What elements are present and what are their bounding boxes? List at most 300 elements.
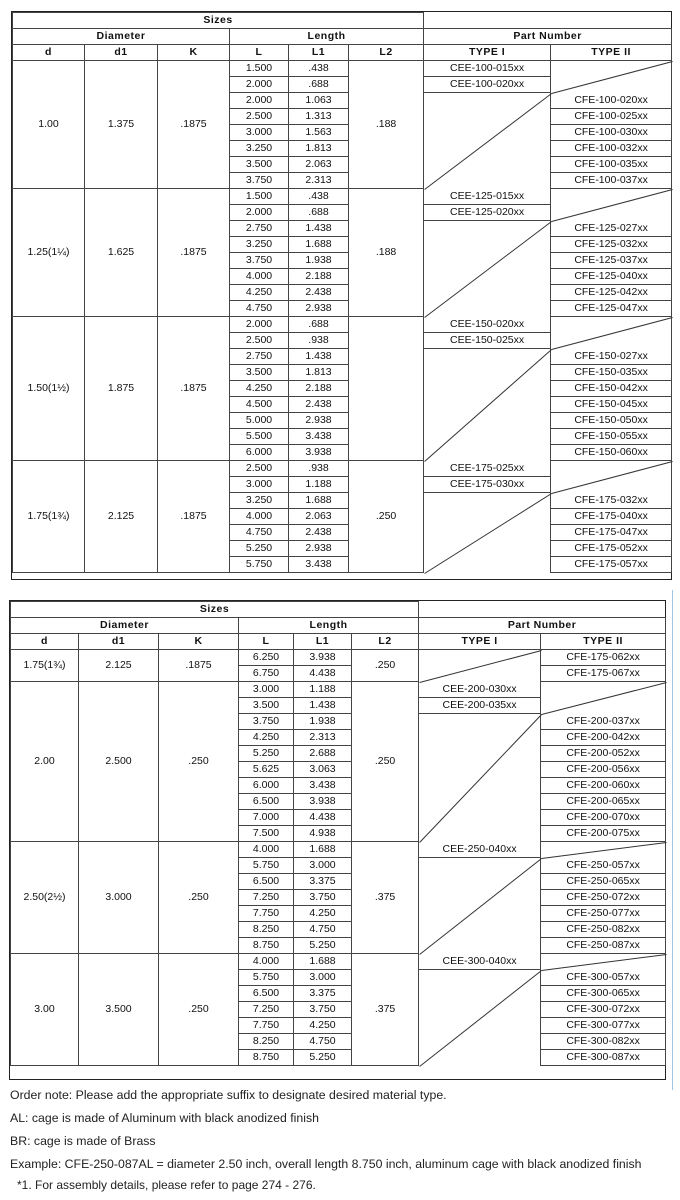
length-l-cell: 3.250 [230,237,289,253]
type2-part-number: CFE-125-037xx [551,253,672,269]
type1-empty [424,93,551,109]
type1-empty [424,365,551,381]
length-l1-cell: 2.688 [294,746,352,762]
type1-empty [424,381,551,397]
type2-part-number: CFE-150-055xx [551,429,672,445]
length-l1-cell: .438 [289,61,349,77]
length-l1-cell: 1.188 [289,477,349,493]
length-l-cell: 6.500 [239,874,294,890]
type1-empty [424,445,551,461]
header-spacer [424,13,672,29]
length-l-cell: 1.500 [230,61,289,77]
table-row [11,842,666,858]
k-cell: .1875 [158,189,230,317]
length-l1-cell: 2.438 [289,397,349,413]
sizes-header: Sizes [11,602,419,618]
col-header-l: L [230,45,289,61]
length-l-cell: 4.000 [239,842,294,858]
table-row [13,61,672,77]
length-l-cell: 2.500 [230,333,289,349]
type1-part-number: CEE-200-030xx [419,682,541,698]
col-header-d: d [13,45,85,61]
length-l-cell: 2.750 [230,349,289,365]
length-l1-cell: 2.438 [289,525,349,541]
length-l-cell: 2.000 [230,93,289,109]
type1-empty [424,253,551,269]
length-l-cell: 5.750 [239,858,294,874]
length-l-cell: 5.250 [230,541,289,557]
length-l1-cell: 3.375 [294,986,352,1002]
length-l-cell: 8.750 [239,1050,294,1066]
type1-part-number: CEE-200-035xx [419,698,541,714]
diameter-d1-cell: 2.125 [79,650,159,682]
length-l-cell: 3.750 [230,173,289,189]
length-l-cell: 5.250 [239,746,294,762]
header-spacer [419,602,666,618]
k-cell: .250 [159,682,239,842]
type1-empty [419,778,541,794]
type1-empty [419,714,541,730]
type1-empty [424,157,551,173]
type1-empty [424,493,551,509]
diameter-d-cell: 2.50(2½) [11,842,79,954]
col-header-type2: TYPE II [551,45,672,61]
l2-cell: .250 [352,682,419,842]
col-header-l1: L1 [294,634,352,650]
length-l1-cell: 4.750 [294,1034,352,1050]
col-header-l: L [239,634,294,650]
length-l-cell: 3.250 [230,141,289,157]
type2-empty [551,61,672,77]
parts-table-1 [11,11,672,580]
parts-table-grid [12,12,672,573]
type2-empty [541,682,666,698]
length-l1-cell: 1.188 [294,682,352,698]
length-l-cell: 7.750 [239,906,294,922]
length-l-cell: 6.750 [239,666,294,682]
type2-part-number: CFE-300-057xx [541,970,666,986]
type1-empty [424,141,551,157]
length-l1-cell: 1.563 [289,125,349,141]
type1-empty [424,173,551,189]
type1-part-number: CEE-300-040xx [419,954,541,970]
length-l-cell: 4.250 [230,285,289,301]
length-l-cell: 8.250 [239,922,294,938]
length-l-cell: 4.250 [230,381,289,397]
length-l-cell: 3.500 [230,157,289,173]
col-header-d1: d1 [79,634,159,650]
length-l1-cell: 2.938 [289,301,349,317]
length-l1-cell: 2.063 [289,157,349,173]
type2-part-number: CFE-250-065xx [541,874,666,890]
length-l-cell: 8.250 [239,1034,294,1050]
type1-part-number: CEE-250-040xx [419,842,541,858]
type1-empty [419,874,541,890]
type2-part-number: CFE-100-032xx [551,141,672,157]
length-l-cell: 4.250 [239,730,294,746]
col-header-l1: L1 [289,45,349,61]
length-l-cell: 3.250 [230,493,289,509]
length-l1-cell: 3.063 [294,762,352,778]
part-number-header: Part Number [424,29,672,45]
type2-empty [541,698,666,714]
length-l1-cell: 3.375 [294,874,352,890]
type2-part-number: CFE-150-050xx [551,413,672,429]
length-l1-cell: 4.438 [294,810,352,826]
type1-empty [419,986,541,1002]
type2-part-number: CFE-200-052xx [541,746,666,762]
diameter-d1-cell: 2.500 [79,682,159,842]
type1-empty [424,237,551,253]
length-l1-cell: 2.313 [289,173,349,189]
type1-empty [419,794,541,810]
col-header-type1: TYPE I [424,45,551,61]
length-l1-cell: 4.750 [294,922,352,938]
length-l-cell: 7.500 [239,826,294,842]
type2-part-number: CFE-125-042xx [551,285,672,301]
length-l-cell: 3.000 [239,682,294,698]
type1-empty [424,109,551,125]
length-l-cell: 3.750 [230,253,289,269]
length-l1-cell: 3.438 [289,429,349,445]
length-l1-cell: 1.438 [294,698,352,714]
type2-part-number: CFE-200-070xx [541,810,666,826]
table-row [11,954,666,970]
length-l1-cell: 2.063 [289,509,349,525]
length-l1-cell: 2.188 [289,269,349,285]
col-header-type2: TYPE II [541,634,666,650]
l2-cell: .375 [352,842,419,954]
type1-empty [424,397,551,413]
type1-empty [419,1050,541,1066]
type2-empty [551,461,672,477]
type2-part-number: CFE-100-035xx [551,157,672,173]
length-l-cell: 5.625 [239,762,294,778]
table-row [13,189,672,205]
length-l-cell: 2.000 [230,77,289,93]
length-l1-cell: 5.250 [294,938,352,954]
k-cell: .250 [159,842,239,954]
diameter-d-cell: 1.50(1½) [13,317,85,461]
k-cell: .1875 [159,650,239,682]
type2-part-number: CFE-175-062xx [541,650,666,666]
type2-part-number: CFE-125-040xx [551,269,672,285]
length-l-cell: 3.000 [230,477,289,493]
type2-part-number: CFE-100-025xx [551,109,672,125]
length-l1-cell: 3.938 [294,650,352,666]
al-note: AL: cage is made of Aluminum with black anodized finish [10,1111,319,1125]
length-l-cell: 8.750 [239,938,294,954]
col-header-k: K [158,45,230,61]
length-l1-cell: 1.813 [289,365,349,381]
type2-part-number: CFE-150-060xx [551,445,672,461]
type2-part-number: CFE-125-047xx [551,301,672,317]
type1-empty [424,429,551,445]
type1-part-number: CEE-125-020xx [424,205,551,221]
type1-empty [419,1002,541,1018]
length-l-cell: 2.500 [230,461,289,477]
type2-part-number: CFE-100-030xx [551,125,672,141]
length-l1-cell: 2.938 [289,413,349,429]
length-l1-cell: 1.688 [289,493,349,509]
type1-empty [419,970,541,986]
type2-part-number: CFE-175-032xx [551,493,672,509]
type2-part-number: CFE-175-047xx [551,525,672,541]
type2-empty [551,189,672,205]
type1-empty [424,557,551,573]
length-l1-cell: .938 [289,333,349,349]
length-l-cell: 2.500 [230,109,289,125]
type1-empty [419,650,541,666]
l2-cell: .250 [352,650,419,682]
length-l1-cell: .688 [289,77,349,93]
length-l1-cell: 1.688 [289,237,349,253]
length-l1-cell: 5.250 [294,1050,352,1066]
type1-part-number: CEE-125-015xx [424,189,551,205]
table-row [11,682,666,698]
type1-empty [419,746,541,762]
page-edge-line [672,590,673,1090]
length-l-cell: 3.500 [239,698,294,714]
type1-empty [419,1018,541,1034]
length-l1-cell: 1.313 [289,109,349,125]
diameter-d1-cell: 1.375 [85,61,158,189]
length-l-cell: 2.000 [230,317,289,333]
type2-part-number: CFE-125-027xx [551,221,672,237]
k-cell: .1875 [158,61,230,189]
length-l1-cell: 1.938 [289,253,349,269]
notes-section [10,1084,675,1194]
length-l1-cell: 4.250 [294,906,352,922]
type2-empty [551,77,672,93]
type1-empty [424,413,551,429]
diameter-d-cell: 2.00 [11,682,79,842]
type2-part-number: CFE-250-072xx [541,890,666,906]
length-l-cell: 5.750 [230,557,289,573]
assembly-note: *1. For assembly details, please refer to page 274 - 276. [17,1178,316,1192]
type2-part-number: CFE-200-065xx [541,794,666,810]
type1-empty [419,1034,541,1050]
length-l1-cell: 3.750 [294,1002,352,1018]
length-l1-cell: 1.813 [289,141,349,157]
l2-cell: .188 [349,189,424,317]
type2-part-number: CFE-150-045xx [551,397,672,413]
k-cell: .1875 [158,317,230,461]
length-l1-cell: 3.438 [289,557,349,573]
type1-empty [419,922,541,938]
type1-empty [419,906,541,922]
type1-empty [419,762,541,778]
length-l1-cell: 1.438 [289,349,349,365]
type2-part-number: CFE-300-072xx [541,1002,666,1018]
type1-empty [424,221,551,237]
diameter-d-cell: 1.00 [13,61,85,189]
length-l1-cell: .688 [289,317,349,333]
length-l-cell: 6.000 [230,445,289,461]
type2-part-number: CFE-150-042xx [551,381,672,397]
length-l1-cell: 4.438 [294,666,352,682]
diameter-d-cell: 1.75(1¾) [13,461,85,573]
length-l-cell: 2.750 [230,221,289,237]
length-l-cell: 7.750 [239,1018,294,1034]
type1-empty [419,938,541,954]
diameter-d1-cell: 1.625 [85,189,158,317]
diameter-header: Diameter [11,618,239,634]
type1-part-number: CEE-150-020xx [424,317,551,333]
type2-part-number: CFE-200-056xx [541,762,666,778]
type1-part-number: CEE-175-030xx [424,477,551,493]
length-l-cell: 3.750 [239,714,294,730]
diameter-d1-cell: 3.500 [79,954,159,1066]
type2-empty [551,205,672,221]
length-l-cell: 4.000 [230,509,289,525]
length-l1-cell: 4.250 [294,1018,352,1034]
length-l-cell: 5.500 [230,429,289,445]
type1-empty [424,349,551,365]
type1-empty [419,858,541,874]
length-l1-cell: 3.938 [294,794,352,810]
length-l1-cell: 3.438 [294,778,352,794]
length-l1-cell: 3.750 [294,890,352,906]
length-header: Length [239,618,419,634]
length-l-cell: 4.000 [230,269,289,285]
length-l-cell: 7.250 [239,890,294,906]
part-number-header: Part Number [419,618,666,634]
col-header-type1: TYPE I [419,634,541,650]
length-l-cell: 6.500 [239,794,294,810]
type2-part-number: CFE-300-065xx [541,986,666,1002]
length-l-cell: 4.000 [239,954,294,970]
type2-part-number: CFE-125-032xx [551,237,672,253]
table-row [13,461,672,477]
type1-part-number: CEE-100-015xx [424,61,551,77]
type2-part-number: CFE-300-087xx [541,1050,666,1066]
type1-empty [424,285,551,301]
length-l1-cell: 1.063 [289,93,349,109]
length-l-cell: 6.500 [239,986,294,1002]
length-l-cell: 5.750 [239,970,294,986]
length-l-cell: 3.000 [230,125,289,141]
length-l1-cell: .438 [289,189,349,205]
type1-empty [424,125,551,141]
type1-part-number: CEE-150-025xx [424,333,551,349]
example-note: Example: CFE-250-087AL = diameter 2.50 inch, overall length 8.750 inch, aluminum cage with black anodized finish [10,1157,642,1171]
type2-part-number: CFE-200-037xx [541,714,666,730]
col-header-k: K [159,634,239,650]
type1-empty [419,826,541,842]
type1-empty [424,509,551,525]
type1-empty [419,666,541,682]
type2-part-number: CFE-200-042xx [541,730,666,746]
type2-part-number: CFE-175-052xx [551,541,672,557]
type2-part-number: CFE-300-082xx [541,1034,666,1050]
type2-part-number: CFE-175-057xx [551,557,672,573]
diameter-header: Diameter [13,29,230,45]
length-l-cell: 6.250 [239,650,294,666]
length-l1-cell: 2.313 [294,730,352,746]
type2-part-number: CFE-200-060xx [541,778,666,794]
length-l-cell: 7.250 [239,1002,294,1018]
diameter-d-cell: 1.25(1¼) [13,189,85,317]
length-l-cell: 3.500 [230,365,289,381]
type2-part-number: CFE-200-075xx [541,826,666,842]
type2-part-number: CFE-175-067xx [541,666,666,682]
type2-part-number: CFE-250-082xx [541,922,666,938]
br-note: BR: cage is made of Brass [10,1134,156,1148]
type2-part-number: CFE-175-040xx [551,509,672,525]
length-l1-cell: 2.188 [289,381,349,397]
length-l1-cell: .688 [289,205,349,221]
type2-part-number: CFE-150-027xx [551,349,672,365]
length-l-cell: 4.500 [230,397,289,413]
type2-empty [551,317,672,333]
l2-cell: .375 [352,954,419,1066]
length-l1-cell: 1.438 [289,221,349,237]
order-note: Order note: Please add the appropriate suffix to designate desired material type. [10,1088,447,1102]
type2-part-number: CFE-250-077xx [541,906,666,922]
col-header-d1: d1 [85,45,158,61]
type2-part-number: CFE-100-020xx [551,93,672,109]
diameter-d1-cell: 2.125 [85,461,158,573]
diameter-d-cell: 1.75(1¾) [11,650,79,682]
length-l-cell: 1.500 [230,189,289,205]
type2-part-number: CFE-150-035xx [551,365,672,381]
type1-empty [424,301,551,317]
parts-table-grid [10,601,666,1066]
type1-part-number: CEE-100-020xx [424,77,551,93]
length-l1-cell: 3.000 [294,858,352,874]
col-header-d: d [11,634,79,650]
type1-part-number: CEE-175-025xx [424,461,551,477]
length-l1-cell: 1.688 [294,842,352,858]
length-l-cell: 5.000 [230,413,289,429]
type1-empty [419,810,541,826]
type2-part-number: CFE-250-057xx [541,858,666,874]
length-l1-cell: 2.938 [289,541,349,557]
length-l1-cell: 2.438 [289,285,349,301]
diameter-d1-cell: 1.875 [85,317,158,461]
length-l1-cell: 1.688 [294,954,352,970]
length-l1-cell: 1.938 [294,714,352,730]
type1-empty [424,525,551,541]
type1-empty [424,269,551,285]
table-row [11,650,666,666]
length-l-cell: 6.000 [239,778,294,794]
diameter-d1-cell: 3.000 [79,842,159,954]
type2-empty [541,954,666,970]
length-l-cell: 4.750 [230,525,289,541]
type2-part-number: CFE-250-087xx [541,938,666,954]
l2-cell [349,317,424,461]
diameter-d-cell: 3.00 [11,954,79,1066]
col-header-l2: L2 [352,634,419,650]
type2-part-number: CFE-300-077xx [541,1018,666,1034]
l2-cell: .188 [349,61,424,189]
k-cell: .1875 [158,461,230,573]
length-header: Length [230,29,424,45]
length-l1-cell: .938 [289,461,349,477]
type1-empty [419,730,541,746]
type2-empty [551,333,672,349]
parts-table-2 [9,600,666,1080]
type1-empty [424,541,551,557]
type1-empty [419,890,541,906]
length-l-cell: 7.000 [239,810,294,826]
k-cell: .250 [159,954,239,1066]
length-l1-cell: 3.938 [289,445,349,461]
table-row [13,317,672,333]
type2-empty [541,842,666,858]
